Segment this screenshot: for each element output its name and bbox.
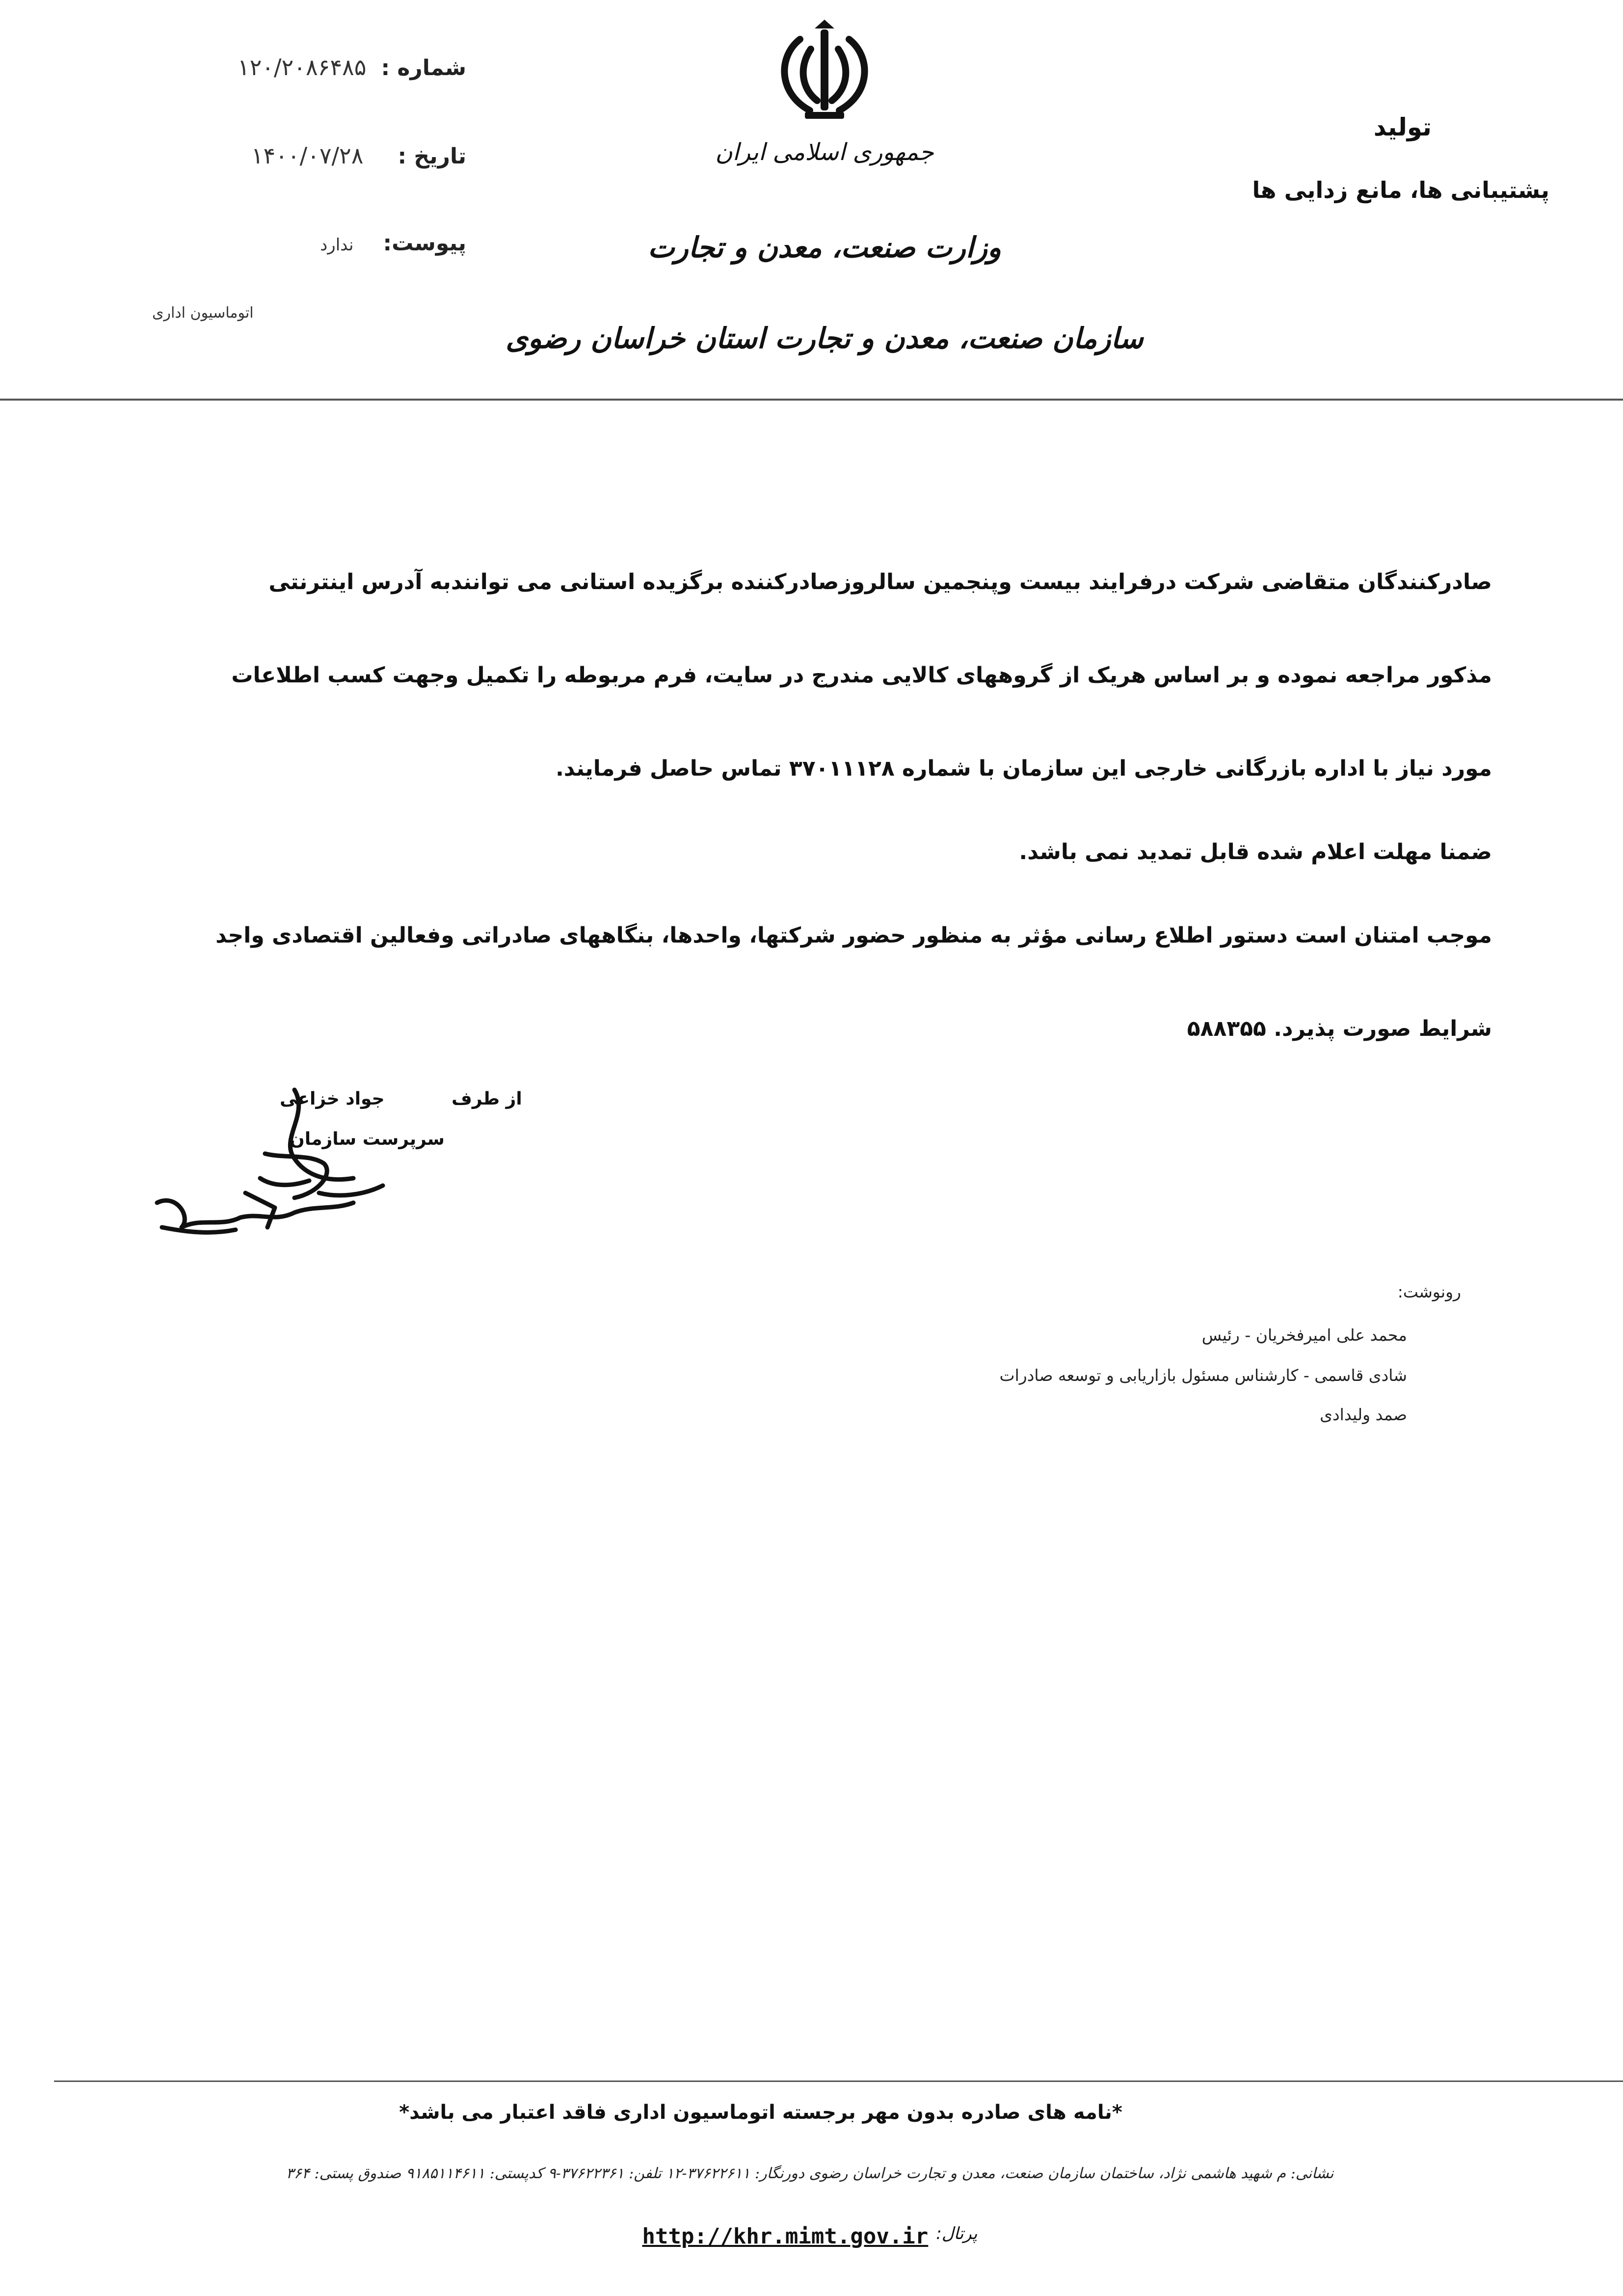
cc-label: رونوشت: [1397,1282,1461,1301]
body-line: صادرکنندگان متقاضی شرکت درفرایند بیست وپنجمین سالروزصادرکننده برگزیده استانی می توانندبه آدرس اینترنتی [268,569,1492,594]
attachment-row [113,231,466,256]
number-label: شماره : [381,55,466,81]
attachment-value: ندارد [320,235,354,255]
date-value: ۱۴۰۰/۰۷/۲۸ [251,142,364,169]
iran-emblem-icon [766,20,883,123]
letter-body [118,569,1492,1100]
portal-row [491,2224,1129,2249]
cc-item: شادی قاسمی - کارشناس مسئول بازاریابی و توسعه صادرات [999,1366,1407,1385]
handwritten-signature [147,1080,422,1257]
date-row [113,142,466,169]
footer-divider [54,2080,1623,2082]
number-value: ۱۲۰/۲۰۸۶۴۸۵ [237,54,367,81]
body-line: مورد نیاز با اداره بازرگانی خارجی این سازمان با شماره ۳۷۰۱۱۱۲۸ تماس حاصل فرمایند. [556,756,1492,781]
recipient-line-2: پشتیبانی ها، مانع زدایی ها [1252,177,1549,203]
portal-link[interactable]: http://khr.mimt.gov.ir [642,2224,929,2249]
contact-address: نشانی: م شهید هاشمی نژاد، ساختمان سازمان صنعت، معدن و تجارت خراسان رضوی دورنگار: ۳۷۶۲۲۶۱۱-۱۲ تلفن: ۳۷۶۲۲۳۶۱-۹ کدپستی: ۹۱۸۵۱۱۴۶۱۱ صندوق پستی: ۳۶۴ [286,2165,1334,2182]
portal-label: پرتال: [936,2224,978,2243]
signature-scribble-icon [147,1080,422,1257]
body-line: موجب امتنان است دستور اطلاع رسانی مؤثر به منظور حضور شرکتها، واحدها، بنگاههای صادراتی وفعالین اقتصادی واجد [215,923,1492,948]
organization-name: سازمان صنعت، معدن و تجارت استان خراسان رضوی [506,322,1144,355]
attachment-label: پیوست: [383,231,466,256]
ministry-name: وزارت صنعت، معدن و تجارت [648,231,1001,264]
signatory-title: سرپرست سازمان [290,1129,445,1149]
body-line: شرایط صورت پذیرد. ۵۸۸۳۵۵ [1187,1016,1492,1041]
letter-meta [113,54,466,329]
body-line: ضمنا مهلت اعلام شده قابل تمدید نمی باشد. [1019,839,1492,864]
recipient-line-1: تولید [1373,113,1432,141]
iran-emblem [766,20,883,123]
validity-notice: *نامه های صادره بدون مهر برجسته اتوماسیون اداری فاقد اعتبار می باشد* [399,2101,1122,2124]
number-row [113,54,466,81]
body-line: مذکور مراجعه نموده و بر اساس هریک از گروههای کالایی مندرج در سایت، فرم مربوطه را تکمیل وجهت کسب اطلاعات [231,663,1492,688]
signatory-name: جواد خزاعی [280,1089,385,1109]
cc-item: محمد علی امیرفخریان - رئیس [1201,1325,1407,1345]
cc-item: صمد ولیدادی [1320,1405,1407,1424]
automation-label: اتوماسیون اداری [152,304,254,322]
date-label: تاریخ : [398,144,466,169]
on-behalf-label: از طرف [452,1089,522,1109]
country-name: جمهوری اسلامی ایران [715,138,934,166]
header-divider [0,399,1623,401]
